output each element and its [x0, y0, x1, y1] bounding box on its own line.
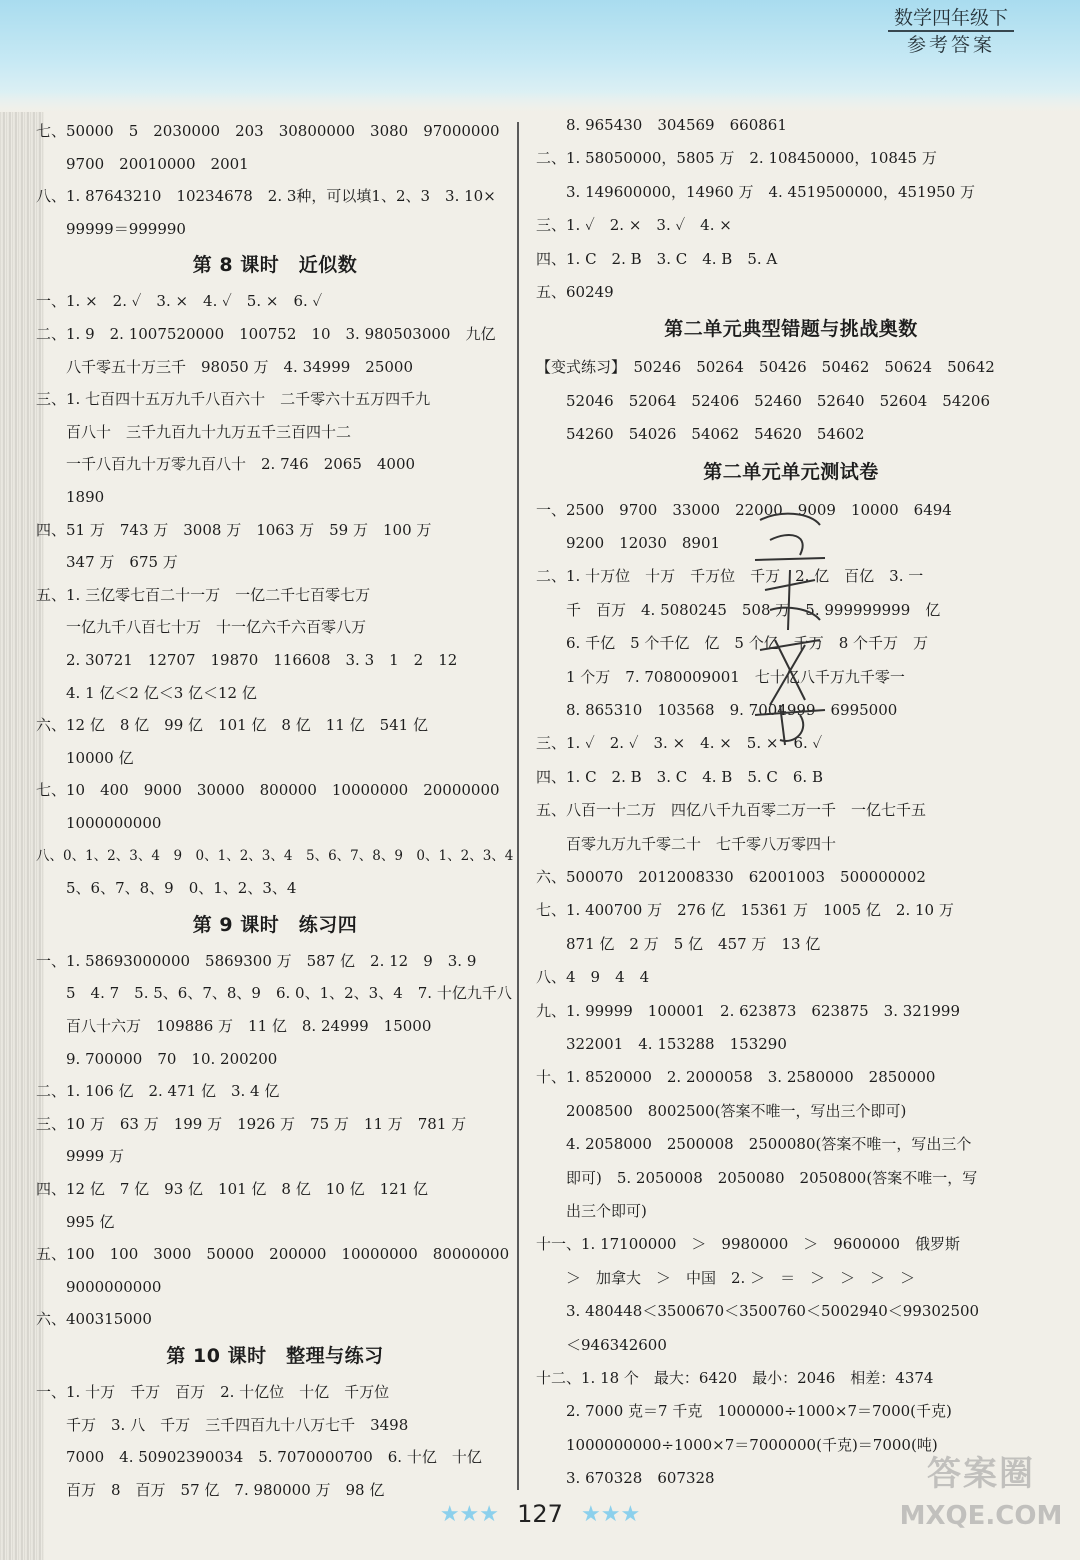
answer-line: 百八十 三千九百九十九万五千三百四十二 — [36, 422, 352, 441]
answer-line: 五、八百一十二万 四亿八千九百零二万一千 一亿七千五 — [536, 801, 927, 820]
answer-line: 六、12 亿 8 亿 99 亿 101 亿 8 亿 11 亿 541 亿 — [36, 716, 428, 735]
answer-line: 9. 700000 70 10. 200200 — [36, 1049, 278, 1068]
answer-line: 4. 2058000 2500008 2500080(答案不唯一，写出三个 — [536, 1135, 972, 1154]
answer-line: 一亿九千八百七十万 十一亿六千六百零八万 — [36, 618, 367, 637]
answer-line: 2008500 8002500(答案不唯一，写出三个即可) — [536, 1101, 907, 1120]
answer-line: 十二、1. 18 个 最大：6420 最小：2046 相差：4374 — [536, 1369, 934, 1387]
answer-line: 三、1. 七百四十五万九千八百六十 二千零六十五万四千九 — [36, 390, 431, 409]
answer-line: 322001 4. 153288 153290 — [536, 1035, 787, 1053]
section-heading: 第二单元典型错题与挑战奥数 — [664, 318, 918, 341]
answer-line: 八、0、1、2、3、4 9 0、1、2、3、4 5、6、7、8、9 0、1、2、3、4 — [36, 847, 514, 864]
answer-line: 二、1. 十万位 十万 千万位 千万 2. 亿 百亿 3. 一 — [536, 567, 924, 586]
answer-line: 1000000000 — [36, 814, 162, 832]
answer-line: 5、6、7、8、9 0、1、2、3、4 — [36, 879, 297, 898]
answer-line: 十、1. 8520000 2. 2000058 3. 2580000 2850000 — [536, 1068, 936, 1087]
answer-line: 1890 — [36, 488, 105, 506]
answer-line: 十一、1. 17100000 ＞ 9980000 ＞ 9600000 俄罗斯 — [536, 1235, 961, 1254]
answer-line: 百八十六万 109886 万 11 亿 8. 24999 15000 — [36, 1017, 432, 1035]
answer-line: 2. 7000 克＝7 千克 1000000÷1000×7＝7000(千克) — [536, 1402, 952, 1421]
answer-line: 2. 30721 12707 19870 116608 3. 3 1 2 12 — [36, 651, 458, 669]
answer-line: 8. 865310 103568 9. 7004999 6995000 — [536, 701, 898, 719]
answer-line: 一、1. × 2. ✓ 3. × 4. ✓ 5. × 6. ✓ — [36, 292, 323, 311]
answer-line: ＞ 加拿大 ＞ 中国 2. ＞ ＝ ＞ ＞ ＞ ＞ — [536, 1268, 916, 1287]
answer-line: 八、1. 87643210 10234678 2. 3种，可以填1、2、3 3. 10× — [36, 187, 496, 206]
answer-line: 一千八百九十万零九百八十 2. 746 2065 4000 — [36, 455, 416, 474]
answer-line: 四、51 万 743 万 3008 万 1063 万 59 万 100 万 — [36, 520, 432, 539]
section-heading: 第 10 课时 整理与练习 — [166, 1345, 384, 1367]
answer-line: 七、10 400 9000 30000 800000 10000000 20000000 — [36, 781, 500, 800]
answer-line: 七、50000 5 2030000 203 30800000 3080 97000000 — [36, 122, 500, 140]
answer-line: 百万 8 百万 57 亿 7. 980000 万 98 亿 — [36, 1480, 385, 1499]
answer-line: 3. 480448＜3500670＜3500760＜5002940＜99302500 — [536, 1302, 980, 1321]
page-number: 127 — [517, 1500, 563, 1528]
answer-line: 四、12 亿 7 亿 93 亿 101 亿 8 亿 10 亿 121 亿 — [36, 1180, 428, 1198]
answer-line: 10000 亿 — [36, 748, 134, 767]
answer-line: 9200 12030 8901 — [536, 534, 721, 552]
answer-line: 三、10 万 63 万 199 万 1926 万 75 万 11 万 781 万 — [36, 1114, 467, 1133]
answer-line: 871 亿 2 万 5 亿 457 万 13 亿 — [536, 934, 821, 953]
answer-line: 三、1. ✓ 2. ✓ 3. × 4. × 5. × 6. ✓ — [536, 734, 823, 753]
answer-line: 千 百万 4. 5080245 508 万 5. 999999999 亿 — [536, 600, 941, 619]
answer-line: 九、1. 99999 100001 2. 623873 623875 3. 321999 — [536, 1001, 960, 1020]
answer-line: 9700 20010000 2001 — [36, 154, 249, 173]
answer-line: 四、1. C 2. B 3. C 4. B 5. A — [536, 249, 778, 268]
answer-line: 1000000000÷1000×7＝7000000(千克)＝7000(吨) — [536, 1435, 938, 1454]
answer-line: 一、2500 9700 33000 22000 9009 10000 6494 — [536, 500, 952, 519]
answer-line: 52046 52064 52406 52460 52640 52604 54206 — [536, 391, 991, 410]
page-footer — [400, 1500, 680, 1540]
answer-line: 六、500070 2012008330 62001003 500000002 — [536, 868, 926, 886]
answer-line: 五、60249 — [536, 283, 614, 301]
watermark — [896, 1450, 1066, 1550]
answer-line: 八千零五十万三千 98050 万 4. 34999 25000 — [36, 357, 414, 376]
answer-line: 百零九万九千零二十 七千零八万零四十 — [536, 834, 837, 853]
answer-line: 995 亿 — [36, 1212, 115, 1231]
answer-line: 八、4 9 4 4 — [536, 968, 650, 987]
answer-line: 二、1. 9 2. 1007520000 100752 10 3. 980503000 九亿 — [36, 325, 496, 343]
answer-line: 一、1. 58693000000 5869300 万 587 亿 2. 12 9 3. 9 — [36, 951, 477, 970]
answer-line: 四、1. C 2. B 3. C 4. B 5. C 6. B — [536, 767, 823, 786]
answer-line: 6. 千亿 5 个千亿 亿 5 个亿 千万 8 个千万 万 — [536, 634, 929, 653]
answer-line: 二、1. 106 亿 2. 471 亿 3. 4 亿 — [36, 1082, 280, 1101]
answer-key-title: 参考答案 — [888, 30, 1014, 58]
answer-line: 4. 1 亿＜2 亿＜3 亿＜12 亿 — [36, 683, 257, 702]
answer-line: 三、1. ✓ 2. × 3. ✓ 4. × — [536, 216, 732, 235]
answer-line: 9000000000 — [36, 1277, 162, 1296]
answer-line: 7000 4. 50902390034 5. 7070000700 6. 十亿 十亿 — [36, 1448, 482, 1467]
answer-line: 3. 670328 607328 — [536, 1469, 715, 1488]
answer-line: ＜946342600 — [536, 1335, 667, 1354]
subject-label: 数学四年级下 — [893, 7, 1008, 29]
answer-line: 出三个即可) — [536, 1202, 647, 1220]
answer-line: 二、1. 58050000，5805 万 2. 108450000，10845 万 — [536, 149, 937, 168]
watermark-logo: 答案圈 — [927, 1454, 1035, 1494]
section-heading: 第二单元单元测试卷 — [703, 460, 879, 483]
answer-line: 七、1. 400700 万 276 亿 15361 万 1005 亿 2. 10 万 — [536, 901, 954, 920]
answer-line: 1 个万 7. 7080009001 七十亿八千万九千零一 — [536, 667, 905, 686]
answer-line: 五、1. 三亿零七百二十一万 一亿二千七百零七万 — [36, 585, 371, 604]
answer-line: 5 4. 7 5. 5、6、7、8、9 6. 0、1、2、3、4 7. 十亿九千八 — [36, 984, 512, 1003]
answer-line: 99999＝999990 — [36, 219, 186, 238]
column-divider — [517, 122, 519, 1490]
section-heading: 第 8 课时 近似数 — [192, 254, 358, 277]
answer-line: 54260 54026 54062 54620 54602 — [536, 425, 865, 444]
answer-line: 即可) 5. 2050008 2050080 2050800(答案不唯一，写 — [536, 1168, 978, 1187]
star-decoration-right: ★★★ — [581, 1501, 641, 1527]
answer-line: 3. 149600000，14960 万 4. 4519500000，451950 万 — [536, 182, 975, 201]
star-decoration-left: ★★★ — [439, 1501, 499, 1527]
answer-line: 一、1. 十万 千万 百万 2. 十亿位 十亿 千万位 — [36, 1383, 390, 1401]
answer-line: 千万 3. 八 千万 三千四百九十八万七千 3498 — [36, 1415, 409, 1434]
answer-line: 六、400315000 — [36, 1310, 152, 1329]
answer-line: 9999 万 — [36, 1147, 124, 1166]
header-tag — [888, 6, 1014, 58]
answer-line: 【变式练习】 50246 50264 50426 50462 50624 50642 — [536, 358, 995, 377]
answer-line: 8. 965430 304569 660861 — [536, 116, 787, 134]
answer-line: 347 万 675 万 — [36, 553, 178, 572]
watermark-url: MXQE.COM — [899, 1501, 1063, 1531]
answer-line: 五、100 100 3000 50000 200000 10000000 80000000 — [36, 1245, 510, 1264]
section-heading: 第 9 课时 练习四 — [192, 913, 358, 936]
